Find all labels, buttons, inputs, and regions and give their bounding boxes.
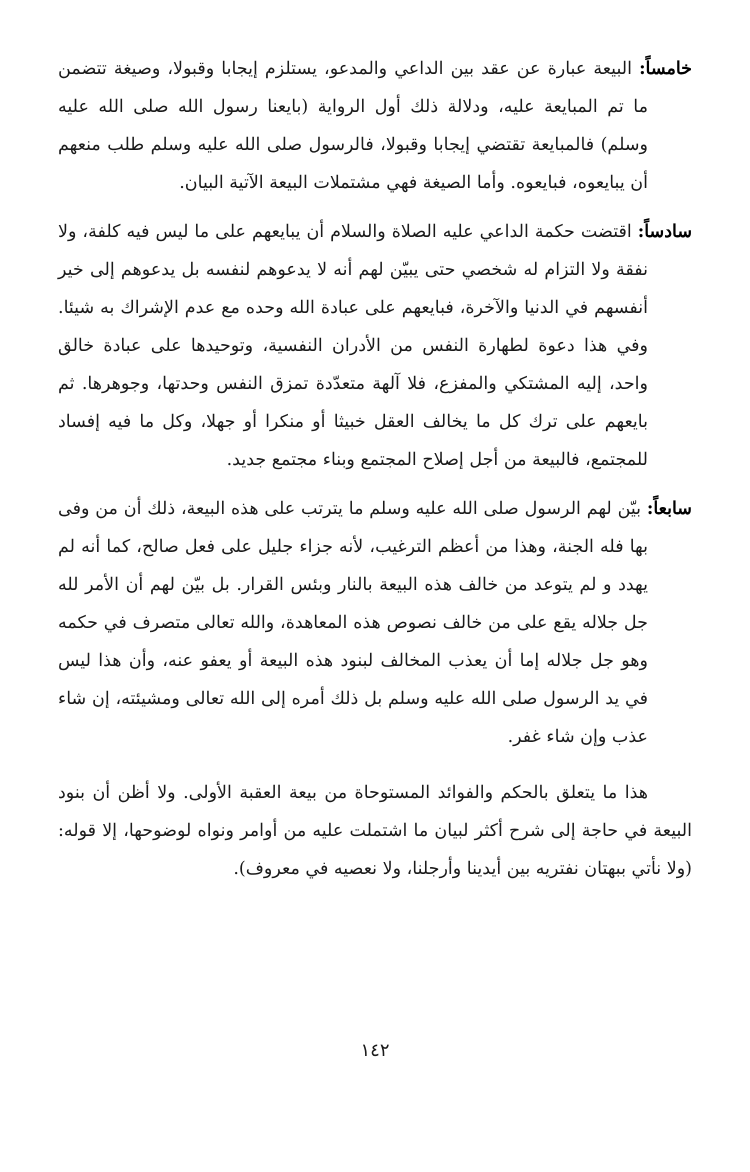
document-page xyxy=(58,50,692,1132)
point-seventh-text: بيّن لهم الرسول صلى الله عليه وسلم ما يترتب على هذه البيعة، ذلك أن من وفى بها فله الجنة، وهذا من أعظم الترغيب، لأنه جزاء جليل على فعل صالح، كما أنه لم يهدد و لم يتوعد من خالف هذه البيعة بالنار وبئس القرار. بل بيّن لهم أن الأمر لله جل جلاله يقع على من خالف نصوص هذه المعاهدة، والله تعالى متصرف في حكمه وهو جل جلاله إما أن يعذب المخالف لبنود هذه البيعة أو يعفو عنه، وأن هذا ليس في يد الرسول صلى الله عليه وسلم بل ذلك أمره إلى الله تعالى ومشيئته، إن شاء عذب وإن شاء غفر. xyxy=(58,499,648,747)
page-number: ١٤٢ xyxy=(360,1040,390,1061)
point-seventh-label: سابعاً: xyxy=(646,499,692,519)
closing-paragraph xyxy=(58,774,692,888)
closing-indent xyxy=(648,783,692,803)
point-sixth-text: اقتضت حكمة الداعي عليه الصلاة والسلام أن يبايعهم على ما ليس فيه كلفة، ولا نفقة ولا التزام له شخصي حتى يبيّن لهم أنه لا يدعوهم لنفسه بل يدعوهم إلى خير أنفسهم في الدنيا والآخرة، فبايعهم على عبادة الله وحده مع عدم الإشراك به شيئا. وفي هذا دعوة لطهارة النفس من الأدران النفسية، وتوحيدها على عبادة خالق واحد، إليه المشتكي والمفزع، فلا آلهة متعدّدة تمزق النفس وحدتها، وجوهرها. ثم بايعهم على ترك كل ما يخالف العقل خبيثا أو منكرا أو جهلا، وكل ما فيه إفساد للمجتمع، فالبيعة من أجل إصلاح المجتمع وبناء مجتمع جديد. xyxy=(58,222,648,470)
point-fifth xyxy=(58,50,692,202)
point-sixth xyxy=(58,213,692,479)
point-fifth-text: البيعة عبارة عن عقد بين الداعي والمدعو، يستلزم إيجابا وقبولا، وصيغة تتضمن ما تم المبايعة عليه، ودلالة ذلك أول الرواية (بايعنا رسول الله صلى الله عليه وسلم) فالمبايعة تقتضي إيجابا وقبولا، فالرسول صلى الله عليه وسلم طلب منعهم أن يبايعوه، فبايعوه. وأما الصيغة فهي مشتملات البيعة الآتية البيان. xyxy=(58,59,648,193)
closing-text: هذا ما يتعلق بالحكم والفوائد المستوحاة من بيعة العقبة الأولى. ولا أظن أن بنود البيعة في حاجة إلى شرح أكثر لبيان ما اشتملت عليه من أوامر ونواه لوضوحها، إلا قوله: (ولا نأتي ببهتان نفتريه بين أيدينا وأرجلنا، ولا نعصيه في معروف). xyxy=(58,783,692,879)
point-sixth-label: سادساً: xyxy=(637,222,692,242)
point-seventh xyxy=(58,490,692,756)
point-fifth-label: خامساً: xyxy=(639,59,692,79)
